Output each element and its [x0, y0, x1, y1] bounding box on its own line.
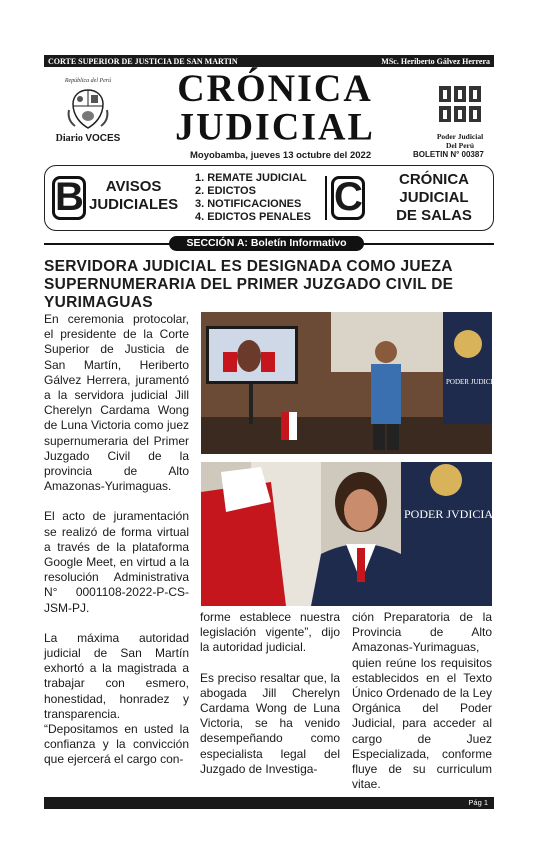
- ceremony-photo-illustration: [201, 312, 503, 454]
- article-column-1: [44, 312, 189, 783]
- sections-banner: [44, 165, 494, 231]
- institution-name: Poder Judicial Del Perú: [436, 132, 484, 150]
- judge-portrait-photo: [201, 462, 492, 606]
- judge-portrait-illustration: [201, 462, 492, 606]
- masthead-line-1: CRÓNICA: [177, 67, 373, 111]
- paragraph: Es preciso resaltar que, la abogada Jill Cherelyn Cardama Wong de Luna Victoria, se ha venido desempeñando como especialista legal del Juzgado de Investiga-: [200, 670, 340, 776]
- paragraph: El acto de juramentación se realizó de forma virtual a través de la plataforma Google Meet, en virtud a la resolución Administrativa N° 0001108-2022-P-CS-JSM-PJ.: [44, 509, 189, 615]
- cronica-salas-title: CRÓNICA JUDICIAL DE SALAS: [396, 171, 472, 224]
- avisos-list: [195, 172, 311, 224]
- page-number: Pág 1: [468, 798, 488, 807]
- bulletin-number: BOLETIN N° 00387: [413, 150, 484, 159]
- dateline: Moyobamba, jueves 13 octubre del 2022: [190, 150, 372, 161]
- paragraph: ción Preparatoria de la Provincia de Alto Amazonas-Yurimaguas, quien reúne los requisitos establecidos en el Texto Único Ordenado de la Ley Orgánica del Poder Judicial, para acceder al cargo de Juez Especializada, conforme fluye de su curriculum vitae.: [352, 610, 492, 792]
- section-b-letter: B: [52, 176, 86, 220]
- top-bar: [44, 55, 494, 67]
- wall-text: PODER JVDICIA: [404, 507, 494, 521]
- paragraph: La máxima autoridad judicial de San Martín exhortó a la magistrada a trabajar con esmero, honestidad, honradez y transparencia. “Depositamos en usted la confianza y la convicción que ejercerá el cargo con-: [44, 630, 189, 767]
- paragraph: forme establece nuestra legislación vigente”, dijo la autoridad judicial.: [200, 610, 340, 655]
- section-label: SECCIÓN A: Boletín Informativo: [169, 236, 364, 251]
- footer-bar: [44, 797, 494, 809]
- paragraph: En ceremonia protocolar, el presidente de la Corte Superior de Justicia de San Martín, Heriberto Gálvez Herrera, juramentó a la servidora judicial Jill Cherelyn Cardama Wong de Luna Victoria como juez supernumeraria del Primer Juzgado Civil de la provincia de Alto Amazonas-Yurimaguas.: [44, 312, 189, 494]
- masthead-title: [170, 69, 380, 147]
- list-item: 2. EDICTOS: [195, 185, 256, 197]
- article-column-2: [200, 610, 340, 792]
- diario-voces-seal: [52, 78, 124, 154]
- poder-judicial-logo: [420, 84, 500, 150]
- president-name: MSc. Heriberto Gálvez Herrera: [381, 56, 490, 66]
- poder-judicial-emblem-icon: [437, 84, 483, 124]
- section-c-letter: C: [331, 176, 365, 220]
- banner-divider: [325, 176, 327, 220]
- newspaper-name: Diario VOCES: [55, 133, 121, 144]
- article-headline: SERVIDORA JUDICIAL ES DESIGNADA COMO JUEZA SUPERNUMERARIA DEL PRIMER JUZGADO CIVIL DE YURIMAGUAS: [44, 258, 454, 311]
- list-item: 4. EDICTOS PENALES: [195, 211, 311, 223]
- list-item: 3. NOTIFICACIONES: [195, 198, 302, 210]
- court-name: CORTE SUPERIOR DE JUSTICIA DE SAN MARTIN: [48, 56, 238, 66]
- avisos-judiciales-title: AVISOS JUDICIALES: [89, 178, 179, 213]
- article-column-3: [352, 610, 492, 807]
- list-item: 1. REMATE JUDICIAL: [195, 172, 307, 184]
- seal-arc-text: República del Perú: [64, 78, 112, 84]
- coat-of-arms-icon: [65, 86, 111, 132]
- masthead-line-2: JUDICIAL: [175, 105, 375, 149]
- ceremony-photo: [201, 312, 503, 454]
- wall-text: PODER JUDICIAL: [446, 378, 503, 386]
- section-header: [44, 236, 494, 250]
